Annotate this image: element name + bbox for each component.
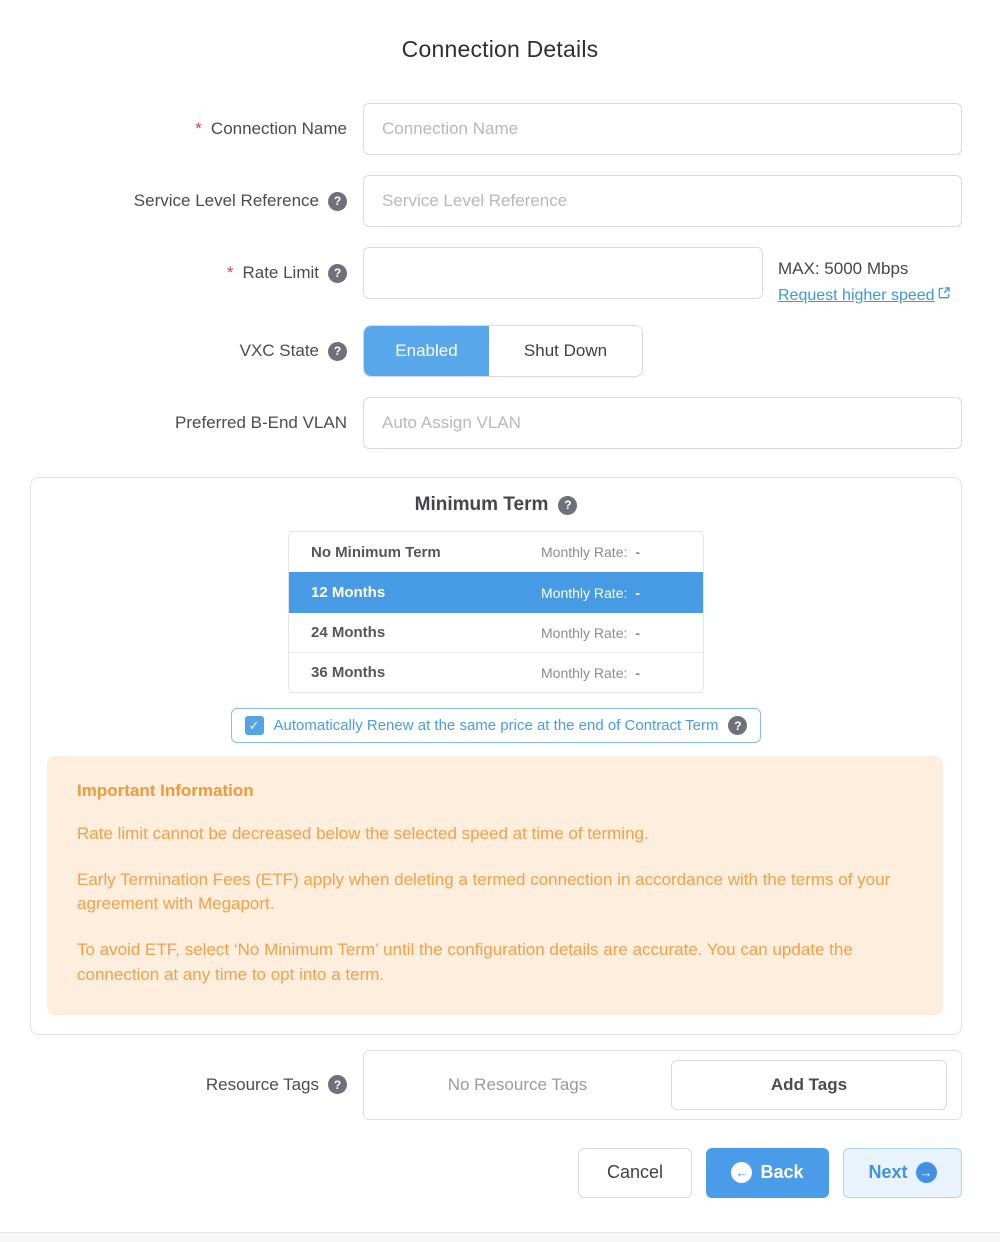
help-icon[interactable]: ? xyxy=(328,342,347,361)
term-name: 12 Months xyxy=(311,584,386,601)
important-information-title: Important Information xyxy=(77,781,254,800)
preferred-b-end-vlan-field xyxy=(363,397,962,449)
service-level-reference-input[interactable] xyxy=(363,175,962,227)
back-button-label: Back xyxy=(760,1162,804,1183)
connection-name-label-text: Connection Name xyxy=(210,119,347,138)
term-row-no-minimum[interactable] xyxy=(289,532,703,572)
term-name: 24 Months xyxy=(311,624,386,641)
minimum-term-table xyxy=(288,531,704,693)
resource-tags-label xyxy=(30,1050,363,1120)
back-arrow-icon: ← xyxy=(731,1162,752,1183)
important-information-paragraph: To avoid ETF, select ‘No Minimum Term’ until the configuration details are accurate. You can update the connection at any time to opt into a term. xyxy=(77,940,853,984)
term-name: 36 Months xyxy=(311,664,386,681)
preferred-b-end-vlan-input[interactable] xyxy=(363,397,962,449)
term-name: No Minimum Term xyxy=(311,543,441,561)
auto-renew-label: Automatically Renew at the same price at the end of Contract Term xyxy=(273,717,719,734)
help-icon[interactable]: ? xyxy=(558,496,577,515)
monthly-rate-label: Monthly Rate: xyxy=(541,664,628,681)
footer-bar xyxy=(0,1232,1000,1242)
minimum-term-card xyxy=(30,477,962,1035)
term-row-36-months[interactable] xyxy=(289,652,703,692)
resource-tags-row xyxy=(30,1050,962,1120)
minimum-term-heading xyxy=(31,494,961,516)
help-icon[interactable]: ? xyxy=(328,192,347,211)
important-information-paragraph: Rate limit cannot be decreased below the selected speed at time of terming. xyxy=(77,824,649,843)
monthly-rate-label: Monthly Rate: xyxy=(541,544,628,560)
rate-limit-max-text: MAX: 5000 Mbps xyxy=(778,259,909,278)
rate-limit-field xyxy=(363,247,962,305)
add-tags-button[interactable]: Add Tags xyxy=(671,1060,947,1110)
checkbox-checked-icon[interactable]: ✓ xyxy=(245,716,264,735)
next-button-label: Next xyxy=(868,1162,908,1183)
rate-limit-label xyxy=(30,247,363,299)
next-button[interactable] xyxy=(843,1148,962,1198)
connection-name-row xyxy=(30,103,962,155)
vxc-state-toggle xyxy=(363,325,643,377)
rate-limit-input[interactable] xyxy=(363,247,763,299)
resource-tags-label-text: Resource Tags xyxy=(205,1074,319,1094)
monthly-rate-value: - xyxy=(635,664,641,681)
vxc-state-label-text: VXC State xyxy=(239,341,319,360)
back-button[interactable] xyxy=(706,1148,829,1198)
rate-limit-info xyxy=(778,247,950,305)
vxc-state-label xyxy=(30,325,363,377)
monthly-rate-label: Monthly Rate: xyxy=(541,624,628,641)
vxc-state-row xyxy=(30,325,962,377)
next-arrow-icon: → xyxy=(916,1162,937,1183)
required-asterisk: * xyxy=(195,119,202,138)
service-level-reference-field xyxy=(363,175,962,227)
resource-tags-empty-text: No Resource Tags xyxy=(447,1074,588,1094)
service-level-reference-label xyxy=(30,175,363,227)
term-row-12-months[interactable] xyxy=(289,572,703,612)
rate-limit-label-text: Rate Limit xyxy=(242,263,319,282)
important-information-box xyxy=(47,756,943,1015)
resource-tags-box xyxy=(363,1050,962,1120)
required-asterisk: * xyxy=(226,263,234,282)
monthly-rate-value: - xyxy=(635,544,641,560)
preferred-b-end-vlan-row xyxy=(30,397,962,449)
vxc-state-option-enabled[interactable]: Enabled xyxy=(364,326,489,376)
help-icon[interactable]: ? xyxy=(328,1075,347,1094)
service-level-reference-row xyxy=(30,175,962,227)
help-icon[interactable]: ? xyxy=(728,716,747,735)
minimum-term-title: Minimum Term xyxy=(414,494,549,515)
vxc-state-option-shut-down[interactable]: Shut Down xyxy=(489,326,642,376)
cancel-button[interactable]: Cancel xyxy=(578,1148,692,1198)
term-row-24-months[interactable] xyxy=(289,612,703,652)
connection-name-label xyxy=(30,103,363,155)
auto-renew-checkbox-row[interactable] xyxy=(231,708,762,743)
external-link-icon xyxy=(938,287,950,299)
connection-details-form xyxy=(30,103,962,449)
help-icon[interactable]: ? xyxy=(328,264,347,283)
monthly-rate-label: Monthly Rate: xyxy=(541,584,628,601)
page-title: Connection Details xyxy=(401,36,599,62)
preferred-b-end-vlan-label xyxy=(30,397,363,449)
monthly-rate-value: - xyxy=(635,624,641,641)
request-higher-speed-link-text: Request higher speed xyxy=(778,287,935,304)
request-higher-speed-link[interactable] xyxy=(778,287,950,305)
action-buttons xyxy=(0,1148,962,1198)
connection-name-field xyxy=(363,103,962,155)
preferred-b-end-vlan-label-text: Preferred B-End VLAN xyxy=(175,413,347,432)
rate-limit-row xyxy=(30,247,962,305)
important-information-paragraph: Early Termination Fees (ETF) apply when deleting a termed connection in accordance with the terms of your agreement with Megaport. xyxy=(77,870,891,914)
vxc-state-field xyxy=(363,325,962,377)
monthly-rate-value: - xyxy=(635,584,641,601)
service-level-reference-label-text: Service Level Reference xyxy=(133,191,319,210)
connection-name-input[interactable] xyxy=(363,103,962,155)
